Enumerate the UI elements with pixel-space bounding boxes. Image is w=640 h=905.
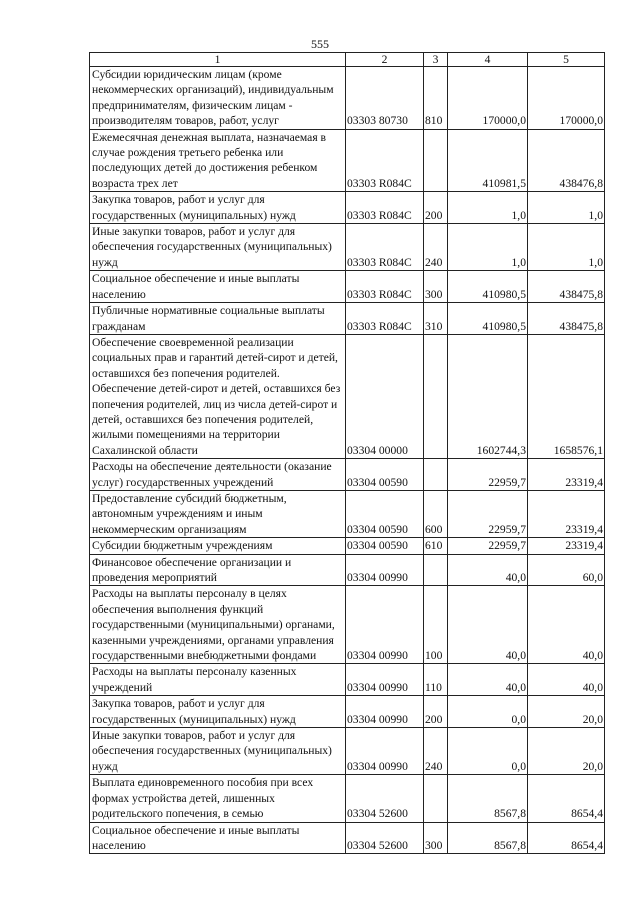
row-value-2019-cell: 40,0 bbox=[448, 664, 528, 696]
row-value-2020-cell: 23319,4 bbox=[528, 538, 605, 554]
row-type-cell: 810 bbox=[424, 67, 448, 130]
row-value-2019-cell: 170000,0 bbox=[448, 67, 528, 130]
row-code-cell: 03304 52600 bbox=[346, 775, 424, 822]
row-code-cell: 03303 R084C bbox=[346, 129, 424, 192]
row-value-2019-cell: 22959,7 bbox=[448, 459, 528, 491]
row-value-2020-cell: 1,0 bbox=[528, 224, 605, 271]
table-row bbox=[90, 728, 605, 775]
row-type-cell: 240 bbox=[424, 728, 448, 775]
row-type-cell bbox=[424, 554, 448, 586]
table-row bbox=[90, 538, 605, 554]
row-value-2019-cell: 22959,7 bbox=[448, 490, 528, 537]
row-value-2020-cell: 40,0 bbox=[528, 664, 605, 696]
row-type-cell: 100 bbox=[424, 586, 448, 664]
table-row bbox=[90, 303, 605, 335]
row-code-cell: 03303 R084C bbox=[346, 303, 424, 335]
row-type-cell: 200 bbox=[424, 696, 448, 728]
row-code-cell: 03304 00590 bbox=[346, 490, 424, 537]
table-row bbox=[90, 696, 605, 728]
row-value-2020-cell: 8654,4 bbox=[528, 822, 605, 854]
row-name-cell: Социальное обеспечение и иные выплаты населению bbox=[90, 822, 346, 854]
row-code-cell: 03304 00590 bbox=[346, 538, 424, 554]
table-row bbox=[90, 459, 605, 491]
row-code-cell: 03304 00000 bbox=[346, 334, 424, 458]
row-code-cell: 03304 00990 bbox=[346, 696, 424, 728]
row-value-2019-cell: 410980,5 bbox=[448, 303, 528, 335]
row-type-cell: 300 bbox=[424, 271, 448, 303]
row-name-cell: Расходы на выплаты персоналу казенных учреждений bbox=[90, 664, 346, 696]
row-value-2020-cell: 438476,8 bbox=[528, 129, 605, 192]
row-name-cell: Финансовое обеспечение организации и проведения мероприятий bbox=[90, 554, 346, 586]
table-body bbox=[90, 53, 605, 854]
row-value-2019-cell: 0,0 bbox=[448, 696, 528, 728]
row-value-2020-cell: 60,0 bbox=[528, 554, 605, 586]
row-value-2019-cell: 22959,7 bbox=[448, 538, 528, 554]
budget-table bbox=[89, 52, 605, 854]
row-value-2019-cell: 410980,5 bbox=[448, 271, 528, 303]
column-header: 4 bbox=[448, 53, 528, 67]
row-name-cell: Предоставление субсидий бюджетным, автономным учреждениям и иным некоммерческим организациям bbox=[90, 490, 346, 537]
row-name-cell: Расходы на выплаты персоналу в целях обеспечения выполнения функций государственными (муниципальными) органами, казенными учреждениями, органами управления государственными внебюджетными фондами bbox=[90, 586, 346, 664]
row-code-cell: 03303 80730 bbox=[346, 67, 424, 130]
table-row bbox=[90, 554, 605, 586]
row-code-cell: 03304 00990 bbox=[346, 664, 424, 696]
row-value-2020-cell: 23319,4 bbox=[528, 490, 605, 537]
row-code-cell: 03303 R084C bbox=[346, 271, 424, 303]
page-number: 555 bbox=[311, 37, 329, 51]
column-header: 5 bbox=[528, 53, 605, 67]
table-row bbox=[90, 586, 605, 664]
row-value-2020-cell: 23319,4 bbox=[528, 459, 605, 491]
row-value-2019-cell: 40,0 bbox=[448, 554, 528, 586]
column-header: 3 bbox=[424, 53, 448, 67]
row-value-2020-cell: 438475,8 bbox=[528, 303, 605, 335]
row-type-cell: 310 bbox=[424, 303, 448, 335]
row-name-cell: Ежемесячная денежная выплата, назначаемая в случае рождения третьего ребенка или последующих детей до достижения ребенком возраста трех лет bbox=[90, 129, 346, 192]
column-header: 2 bbox=[346, 53, 424, 67]
row-type-cell: 600 bbox=[424, 490, 448, 537]
table-row bbox=[90, 224, 605, 271]
row-code-cell: 03304 00990 bbox=[346, 586, 424, 664]
row-name-cell: Иные закупки товаров, работ и услуг для обеспечения государственных (муниципальных) нужд bbox=[90, 728, 346, 775]
row-type-cell: 200 bbox=[424, 192, 448, 224]
row-name-cell: Субсидии бюджетным учреждениям bbox=[90, 538, 346, 554]
row-value-2020-cell: 1,0 bbox=[528, 192, 605, 224]
row-name-cell: Публичные нормативные социальные выплаты гражданам bbox=[90, 303, 346, 335]
row-type-cell: 300 bbox=[424, 822, 448, 854]
row-value-2020-cell: 40,0 bbox=[528, 586, 605, 664]
row-name-cell: Субсидии юридическим лицам (кроме некоммерческих организаций), индивидуальным предпринимателям, физическим лицам - производителям товаров, работ, услуг bbox=[90, 67, 346, 130]
row-type-cell bbox=[424, 775, 448, 822]
row-value-2020-cell: 438475,8 bbox=[528, 271, 605, 303]
row-name-cell: Закупка товаров, работ и услуг для государственных (муниципальных) нужд bbox=[90, 696, 346, 728]
table-row bbox=[90, 775, 605, 822]
row-value-2019-cell: 40,0 bbox=[448, 586, 528, 664]
row-code-cell: 03304 52600 bbox=[346, 822, 424, 854]
row-value-2019-cell: 8567,8 bbox=[448, 822, 528, 854]
row-name-cell: Обеспечение своевременной реализации социальных прав и гарантий детей-сирот и детей, оставшихся без попечения родителей. Обеспечение детей-сирот и детей, оставшихся без попечения родителей, лиц из числа детей-сирот и детей, оставшихся без попечения родителей, жилыми помещениями на территории Сахалинской области bbox=[90, 334, 346, 458]
table-row bbox=[90, 67, 605, 130]
row-value-2019-cell: 1602744,3 bbox=[448, 334, 528, 458]
row-name-cell: Иные закупки товаров, работ и услуг для обеспечения государственных (муниципальных) нужд bbox=[90, 224, 346, 271]
table-row bbox=[90, 271, 605, 303]
row-name-cell: Закупка товаров, работ и услуг для государственных (муниципальных) нужд bbox=[90, 192, 346, 224]
row-type-cell bbox=[424, 459, 448, 491]
row-name-cell: Социальное обеспечение и иные выплаты населению bbox=[90, 271, 346, 303]
row-type-cell: 610 bbox=[424, 538, 448, 554]
table-row bbox=[90, 192, 605, 224]
row-value-2019-cell: 410981,5 bbox=[448, 129, 528, 192]
row-value-2020-cell: 20,0 bbox=[528, 696, 605, 728]
row-type-cell: 110 bbox=[424, 664, 448, 696]
row-value-2020-cell: 1658576,1 bbox=[528, 334, 605, 458]
row-code-cell: 03304 00990 bbox=[346, 728, 424, 775]
row-value-2019-cell: 1,0 bbox=[448, 192, 528, 224]
table-row bbox=[90, 490, 605, 537]
row-value-2020-cell: 170000,0 bbox=[528, 67, 605, 130]
row-type-cell: 240 bbox=[424, 224, 448, 271]
row-value-2020-cell: 20,0 bbox=[528, 728, 605, 775]
row-code-cell: 03303 R084C bbox=[346, 224, 424, 271]
table-row bbox=[90, 664, 605, 696]
row-code-cell: 03303 R084C bbox=[346, 192, 424, 224]
row-value-2019-cell: 8567,8 bbox=[448, 775, 528, 822]
table-row bbox=[90, 822, 605, 854]
row-value-2019-cell: 0,0 bbox=[448, 728, 528, 775]
row-code-cell: 03304 00590 bbox=[346, 459, 424, 491]
row-name-cell: Выплата единовременного пособия при всех формах устройства детей, лишенных родительского попечения, в семью bbox=[90, 775, 346, 822]
row-value-2019-cell: 1,0 bbox=[448, 224, 528, 271]
table-row bbox=[90, 129, 605, 192]
column-header: 1 bbox=[90, 53, 346, 67]
row-name-cell: Расходы на обеспечение деятельности (оказание услуг) государственных учреждений bbox=[90, 459, 346, 491]
header-row bbox=[90, 53, 605, 67]
row-code-cell: 03304 00990 bbox=[346, 554, 424, 586]
table-row bbox=[90, 334, 605, 458]
row-type-cell bbox=[424, 334, 448, 458]
row-value-2020-cell: 8654,4 bbox=[528, 775, 605, 822]
row-type-cell bbox=[424, 129, 448, 192]
